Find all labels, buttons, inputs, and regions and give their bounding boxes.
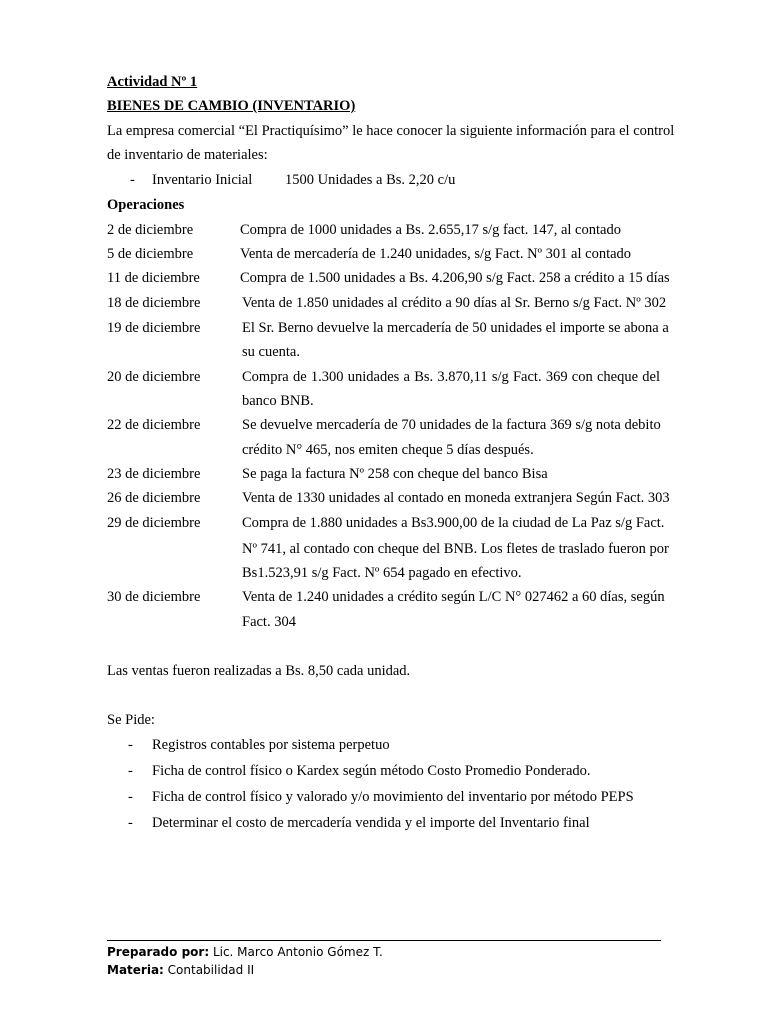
operation-description-cont: crédito N° 465, nos emiten cheque 5 días después. bbox=[242, 442, 534, 458]
operations-title: Operaciones bbox=[107, 197, 185, 213]
operation-date: 2 de diciembre bbox=[107, 222, 194, 238]
operation-description-cont: Fact. 304 bbox=[242, 614, 296, 630]
operation-date: 5 de diciembre bbox=[107, 246, 194, 262]
operation-date: 20 de diciembre bbox=[107, 369, 201, 385]
operation-date: 18 de diciembre bbox=[107, 295, 201, 311]
list-item: Ficha de control físico o Kardex según método Costo Promedio Ponderado. bbox=[152, 763, 591, 779]
operation-description: Venta de mercadería de 1.240 unidades, s/g Fact. Nº 301 al contado bbox=[240, 246, 632, 262]
list-bullet: - bbox=[128, 763, 133, 779]
subject-title: BIENES DE CAMBIO (INVENTARIO) bbox=[107, 98, 356, 114]
footer-divider bbox=[107, 940, 661, 941]
footer-prepared-value: Lic. Marco Antonio Gómez T. bbox=[209, 945, 383, 959]
footer-subject-label: Materia: bbox=[107, 963, 164, 977]
sales-note: Las ventas fueron realizadas a Bs. 8,50 cada unidad. bbox=[107, 663, 411, 679]
footer-prepared bbox=[107, 944, 383, 960]
operation-description: Compra de 1.500 unidades a Bs. 4.206,90 s/g Fact. 258 a crédito a 15 días bbox=[240, 270, 670, 286]
operation-date: 23 de diciembre bbox=[107, 466, 201, 482]
operation-date: 11 de diciembre bbox=[107, 270, 200, 286]
operation-description: El Sr. Berno devuelve la mercadería de 50 unidades el importe se abona a bbox=[242, 320, 669, 336]
operation-date: 26 de diciembre bbox=[107, 490, 201, 506]
list-bullet: - bbox=[128, 815, 133, 831]
operation-date: 19 de diciembre bbox=[107, 320, 201, 336]
inventory-value: 1500 Unidades a Bs. 2,20 c/u bbox=[285, 172, 456, 188]
list-bullet: - bbox=[128, 737, 133, 753]
inventory-dash: - bbox=[130, 172, 135, 188]
intro-line-2: de inventario de materiales: bbox=[107, 147, 268, 163]
intro-line-1: La empresa comercial “El Practiquísimo” le hace conocer la siguiente información para el control bbox=[107, 123, 675, 139]
operation-description-cont: banco BNB. bbox=[242, 393, 314, 409]
inventory-label: Inventario Inicial bbox=[152, 172, 253, 188]
list-item: Ficha de control físico y valorado y/o movimiento del inventario por método PEPS bbox=[152, 789, 634, 805]
operation-description: Compra de 1000 unidades a Bs. 2.655,17 s/g fact. 147, al contado bbox=[240, 222, 621, 238]
operation-description-cont: Nº 741, al contado con cheque del BNB. Los fletes de traslado fueron por bbox=[242, 541, 669, 557]
list-item: Registros contables por sistema perpetuo bbox=[152, 737, 390, 753]
operation-date: 30 de diciembre bbox=[107, 589, 201, 605]
operation-date: 22 de diciembre bbox=[107, 417, 201, 433]
list-bullet: - bbox=[128, 789, 133, 805]
footer-prepared-label: Preparado por: bbox=[107, 945, 210, 959]
operation-description-cont: su cuenta. bbox=[242, 344, 300, 360]
list-item: Determinar el costo de mercadería vendida y el importe del Inventario final bbox=[152, 815, 590, 831]
operation-date: 29 de diciembre bbox=[107, 515, 201, 531]
operation-description: Venta de 1.240 unidades a crédito según L/C N° 027462 a 60 días, según bbox=[242, 589, 665, 605]
operation-description: Compra de 1.880 unidades a Bs3.900,00 de la ciudad de La Paz s/g Fact. bbox=[242, 515, 665, 531]
operation-description: Compra de 1.300 unidades a Bs. 3.870,11 s/g Fact. 369 con cheque del bbox=[242, 369, 660, 385]
footer-subject-value: Contabilidad II bbox=[163, 963, 255, 977]
operation-description: Se paga la factura Nº 258 con cheque del banco Bisa bbox=[242, 466, 548, 482]
operation-description: Venta de 1330 unidades al contado en moneda extranjera Según Fact. 303 bbox=[242, 490, 670, 506]
operation-description: Venta de 1.850 unidades al crédito a 90 días al Sr. Berno s/g Fact. Nº 302 bbox=[242, 295, 667, 311]
operation-description: Se devuelve mercadería de 70 unidades de la factura 369 s/g nota debito bbox=[242, 417, 661, 433]
activity-title: Actividad Nº 1 bbox=[107, 74, 198, 90]
footer-subject bbox=[107, 962, 254, 978]
requirements-title: Se Pide: bbox=[107, 712, 155, 728]
operation-description-cont: Bs1.523,91 s/g Fact. Nº 654 pagado en efectivo. bbox=[242, 565, 522, 581]
